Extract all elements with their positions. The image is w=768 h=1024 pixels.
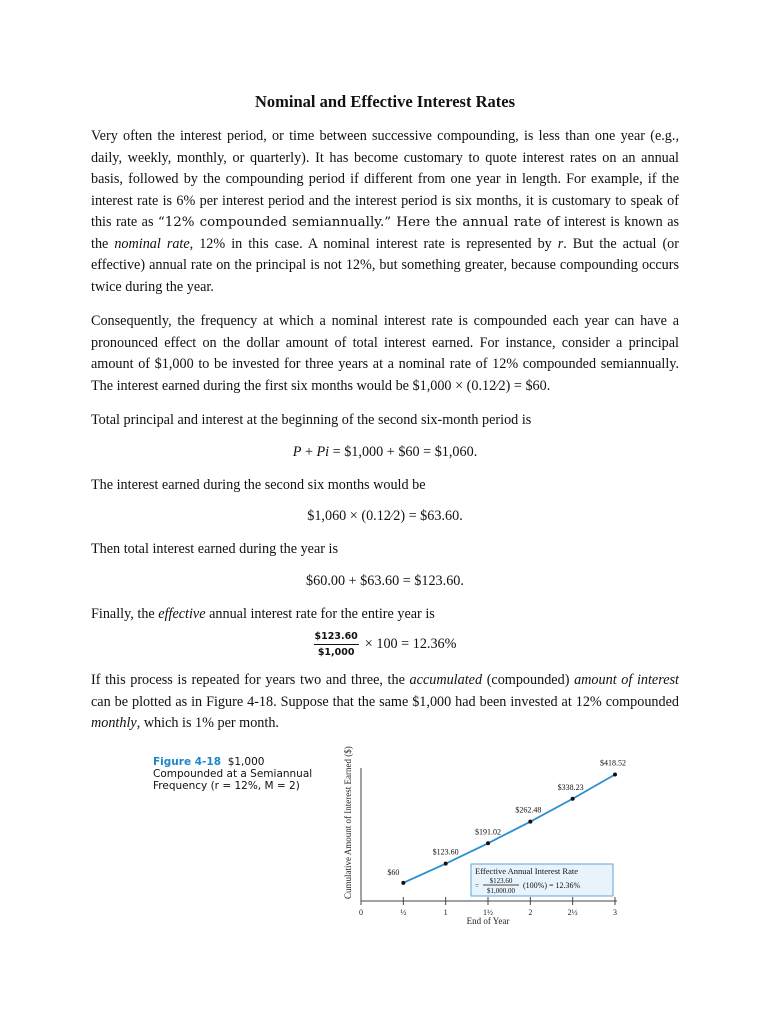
- paragraph-total-interest: Then total interest earned during the year is: [91, 541, 339, 557]
- x-tick-label: ½: [400, 908, 407, 917]
- paragraph-effective: Finally, the effective annual interest rate for the entire year is: [91, 605, 435, 622]
- interest-chart: [153, 746, 626, 926]
- page-title: Nominal and Effective Interest Rates: [255, 92, 515, 111]
- data-point: [613, 772, 617, 776]
- data-point: [444, 862, 448, 866]
- data-label: $338.23: [557, 782, 584, 792]
- data-label: $60: [387, 867, 400, 877]
- equation-effective-rate: $\frac{\$123.60}{\$1,000}$ × 100 = 12.36%: [314, 631, 457, 658]
- effective-fraction: $\frac{\$123.60}{\$1,000}$: [314, 631, 358, 658]
- x-tick-label: 1½: [483, 908, 493, 917]
- annotation-title: Effective Annual Interest Rate: [475, 866, 578, 876]
- paragraph-consequently: Consequently, the frequency at which a nominal interest rate is compounded each year can have a pronounced effect on the dollar amount of total interest earned. For instance, consider a principal amount of $1,000 to be invested for three years at a nominal rate of 12% compounded semiannually. The interest earned during the first six months would be $1,000 × (0.12⁄2) = $60.: [91, 313, 679, 394]
- annotation-equals: =: [475, 882, 479, 890]
- x-tick-label: 2: [528, 908, 533, 917]
- paragraph-second-six-months: The interest earned during the second six months would be: [91, 476, 426, 493]
- annotation-frac-den: $1,000.00: [487, 887, 515, 895]
- annotation-frac-num: $123.60: [489, 877, 513, 885]
- data-label: $191.02: [475, 827, 501, 837]
- x-tick-label: 2½: [567, 908, 578, 917]
- data-label: $123.60: [432, 847, 459, 857]
- data-point: [528, 820, 532, 824]
- data-label: $418.52: [600, 758, 626, 768]
- figure-4-18: [153, 746, 626, 926]
- equation-second-interest: $1,060 × (0.12⁄2) = $63.60.: [307, 508, 463, 524]
- data-point: [571, 797, 575, 801]
- equation-principal: P + Pi = $1,000 + $60 = $1,060.: [292, 443, 478, 460]
- paragraph-intro: Very often the interest period, or time between successive compounding, is less than one year (e.g., daily, weekly, monthly, or quarterly). It has become customary to quote interest rates on an annual basis, followed by the compounding period if different from one year in length. For example, if the interest rate is 6% per interest period and the interest period is six months, it is customary to speak of this rate as “12% compounded semiannually.” Here the annual rate of interest is known as the nominal rate, 12% in this case. A nominal interest rate is represented by r. But the actual (or effective) annual rate on the principal is not 12%, but something greater, because compounding occurs twice during the year.: [91, 128, 680, 295]
- x-tick-label: 1: [443, 908, 448, 917]
- x-tick-label: 0: [359, 908, 363, 917]
- x-tick-label: 3: [613, 908, 617, 917]
- data-label: $262.48: [515, 805, 542, 815]
- document-page: [91, 92, 679, 748]
- equation-total-interest: $60.00 + $63.60 = $123.60.: [306, 572, 464, 589]
- x-axis-label: End of Year: [466, 916, 510, 926]
- annotation-rest: (100%) = 12.36%: [523, 881, 581, 890]
- paragraph-repeated: If this process is repeated for years two and three, the accumulated (compounded) amount of interest can be plotted as in Figure 4-18. Suppose that the same $1,000 had been invested at 12% compounded monthly, which is 1% per month.: [91, 672, 679, 731]
- data-point: [486, 841, 490, 845]
- data-point: [401, 881, 405, 885]
- y-axis-label: Cumulative Amount of Interest Earned ($): [343, 746, 353, 899]
- paragraph-total-principal: Total principal and interest at the beginning of the second six-month period is: [91, 412, 532, 428]
- figure-caption: Figure 4-18 $1,000 Compounded at a Semiannual Frequency (r = 12%, M = 2): [153, 756, 313, 792]
